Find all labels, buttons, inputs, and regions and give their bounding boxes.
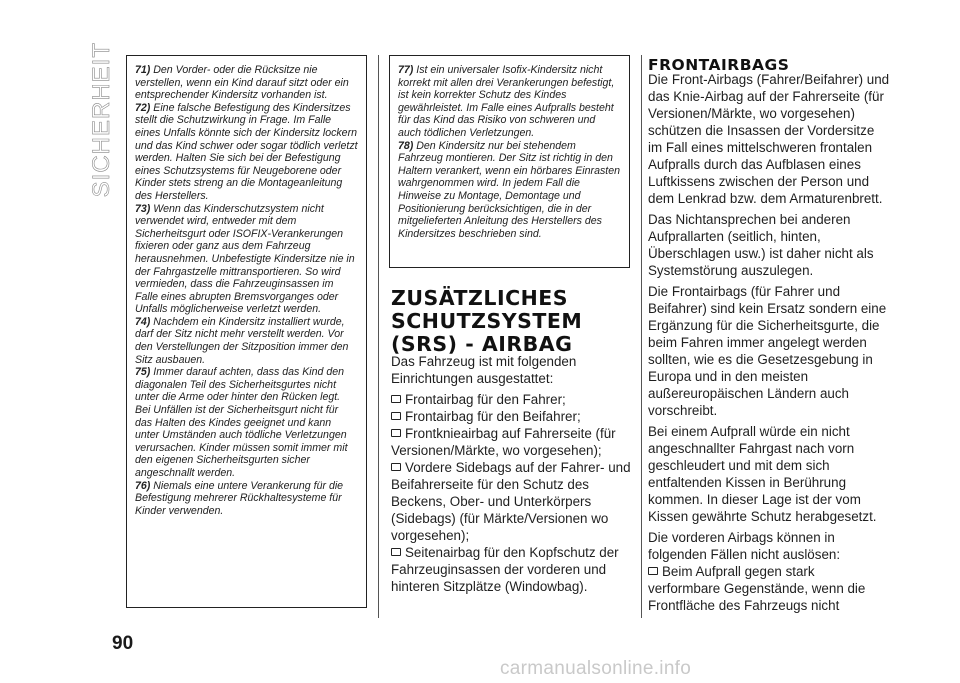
srs-list-item: [391, 544, 631, 595]
warning-text: Eine falsche Befestigung des Kindersitzes stellt die Schutzwirkung in Frage. Im Falle eines Unfalls könnte sich der Kindersitz lockern und das Kind schwer oder sogar tödlich verletzt werden. Halten Sie sich bei der Befestigung eines Schutzsystems für Neugeborene oder Kinder stets streng an die Montageanleitung des Herstellers.: [135, 101, 358, 202]
warning-item: [398, 140, 621, 241]
srs-list-item: [391, 459, 631, 544]
warning-item: [135, 366, 358, 479]
warning-item: [398, 64, 621, 140]
srs-section-body: [391, 353, 631, 595]
paragraph: Die vorderen Airbags können in folgenden Fällen nicht auslösen:: [648, 530, 841, 562]
srs-list-item: [391, 408, 631, 425]
warning-text: Nachdem ein Kindersitz installiert wurde, darf der Sitz nicht mehr verstellt werden. Vor den Verstellungen der Sitzposition immer den Sitz ausbauen.: [135, 315, 349, 366]
srs-list-item: [391, 425, 631, 459]
paragraph: Die Frontairbags (für Fahrer und Beifahrer) sind kein Ersatz sondern eine Ergänzung für die Sicherheitsgurte, die beim Fahren immer angelegt werden sollten, wie es die Gesetzesgebung in Europa und in den meisten außereuropäischen Ländern auch vorschreibt.: [648, 284, 887, 418]
section-tab: SICHERHEIT: [88, 42, 115, 198]
warning-item: [135, 64, 358, 102]
paragraph: Das Nichtansprechen bei anderen Aufprallarten (seitlich, hinten, Überschlagen usw.) ist daher nicht als Systemstörung auszulegen.: [648, 212, 874, 278]
bullet-icon: [391, 429, 401, 437]
front-list-item: [648, 563, 890, 614]
warning-item: [135, 480, 358, 518]
warning-item: [135, 102, 358, 203]
srs-list-text: Vordere Sidebags auf der Fahrer- und Beifahrerseite für den Schutz des Beckens, Ober- und Unterkörpers (Sidebags) (für Märkte/Versionen wo vorgesehen);: [391, 460, 631, 543]
bullet-icon: [648, 567, 658, 575]
warning-number: 75): [135, 366, 151, 379]
bullet-icon: [391, 412, 401, 420]
frontairbags-body: [648, 71, 890, 614]
column-divider: [378, 55, 379, 618]
bullet-icon: [391, 395, 401, 403]
front-list-text: Beim Aufprall gegen stark verformbare Gegenstände, wenn die Frontfläche des Fahrzeugs nicht: [648, 564, 866, 613]
srs-list-text: Seitenairbag für den Kopfschutz der Fahrzeuginsassen der vorderen und hinteren Sitzplätze (Windowbag).: [391, 545, 619, 594]
warning-number: 71): [135, 64, 151, 76]
warning-text: Den Kindersitz nur bei stehendem Fahrzeug montieren. Der Sitz ist richtig in den Haltern verankert, wenn ein hörbares Einrasten wahrgenommen wird. In jedem Fall die Hinweise zu Montage, Demontage und Positionierung berücksichtigen, die in der mitgelieferten Anleitung des Herstellers des Kindersitzes beschrieben sind.: [398, 139, 620, 240]
bullet-icon: [391, 548, 401, 556]
paragraph: Bei einem Aufprall würde ein nicht angeschnallter Fahrgast nach vorn geschleudert und mit dem sich entfaltenden Kissen in Berührung kommen. In dieser Lage ist der vom Kissen gewährte Schutz herabgesetzt.: [648, 424, 877, 524]
bullet-icon: [391, 463, 401, 471]
warning-box-left: [126, 55, 367, 608]
warning-text: Niemals eine untere Verankerung für die Befestigung mehrerer Rückhaltesysteme für Kinder verwenden.: [135, 479, 344, 517]
warning-number: 76): [135, 479, 151, 492]
warning-item: [135, 316, 358, 366]
srs-list-text: Frontairbag für den Beifahrer;: [405, 409, 581, 424]
warning-text: Immer darauf achten, dass das Kind den diagonalen Teil des Sicherheitsgurtes nicht unter die Arme oder hinter den Rücken legt. Bei Unfällen ist der Sicherheitsgurt nicht für das Halten des Kindes geeignet und kann unter Umständen auch tödliche Verletzungen verursachen. Kinder müssen somit immer mit den eigenen Sicherheitsgurten sicher angeschnallt werden.: [135, 366, 348, 479]
srs-list-text: Frontknieairbag auf Fahrerseite (für Versionen/Märkte, wo vorgesehen);: [391, 426, 616, 458]
warning-text: Wenn das Kinderschutzsystem nicht verwendet wird, entweder mit dem Sicherheitsgurt oder ISOFIX-Verankerungen fixieren oder ganz aus dem Fahrzeug herausnehmen. Unbefestigte Kindersitze nie in der Fahrgastzelle mittransportieren. So wird vermieden, dass die Fahrzeuginsassen im Falle eines abrupten Bremsvorganges oder Unfalls möglicherweise verletzt werden.: [135, 202, 355, 316]
warning-number: 78): [398, 139, 414, 152]
srs-intro: Das Fahrzeug ist mit folgenden Einrichtungen ausgestattet:: [391, 354, 577, 386]
warning-text: Ist ein universaler Isofix-Kindersitz nicht korrekt mit allen drei Verankerungen befestigt, ist kein korrekter Schutz des Kindes gewährleistet. Im Falle eines Aufpralls besteht für das Kind das Risiko von schweren und auch tödlichen Verletzungen.: [398, 64, 615, 139]
srs-list-item: [391, 391, 631, 408]
page-number: 90: [112, 633, 134, 654]
warning-text: Den Vorder- oder die Rücksitze nie verstellen, wenn ein Kind darauf sitzt oder ein entsprechender Kindersitz vorhanden ist.: [135, 64, 349, 102]
warning-number: 77): [398, 64, 414, 76]
column-divider: [641, 55, 642, 618]
watermark: carmanualsonline.info: [500, 658, 692, 679]
warning-box-middle: [389, 55, 630, 268]
srs-section-title: ZUSÄTZLICHES SCHUTZSYSTEM (SRS) - AIRBAG: [391, 286, 583, 356]
srs-list-text: Frontairbag für den Fahrer;: [405, 392, 566, 407]
warning-number: 73): [135, 202, 151, 215]
warning-number: 72): [135, 101, 151, 114]
warning-number: 74): [135, 315, 151, 328]
warning-item: [135, 203, 358, 316]
frontairbags-title: FRONTAIRBAGS: [648, 56, 790, 74]
paragraph: Die Front-Airbags (Fahrer/Beifahrer) und das Knie-Airbag auf der Fahrerseite (für Versionen/Märkte, wo vorgesehen) schützen die Insassen der Vordersitze im Fall eines mittelschweren frontalen Aufpralls durch das Aufblasen eines Luftkissens zwischen der Person und dem Lenkrad bzw. dem Armaturenbrett.: [648, 72, 890, 206]
